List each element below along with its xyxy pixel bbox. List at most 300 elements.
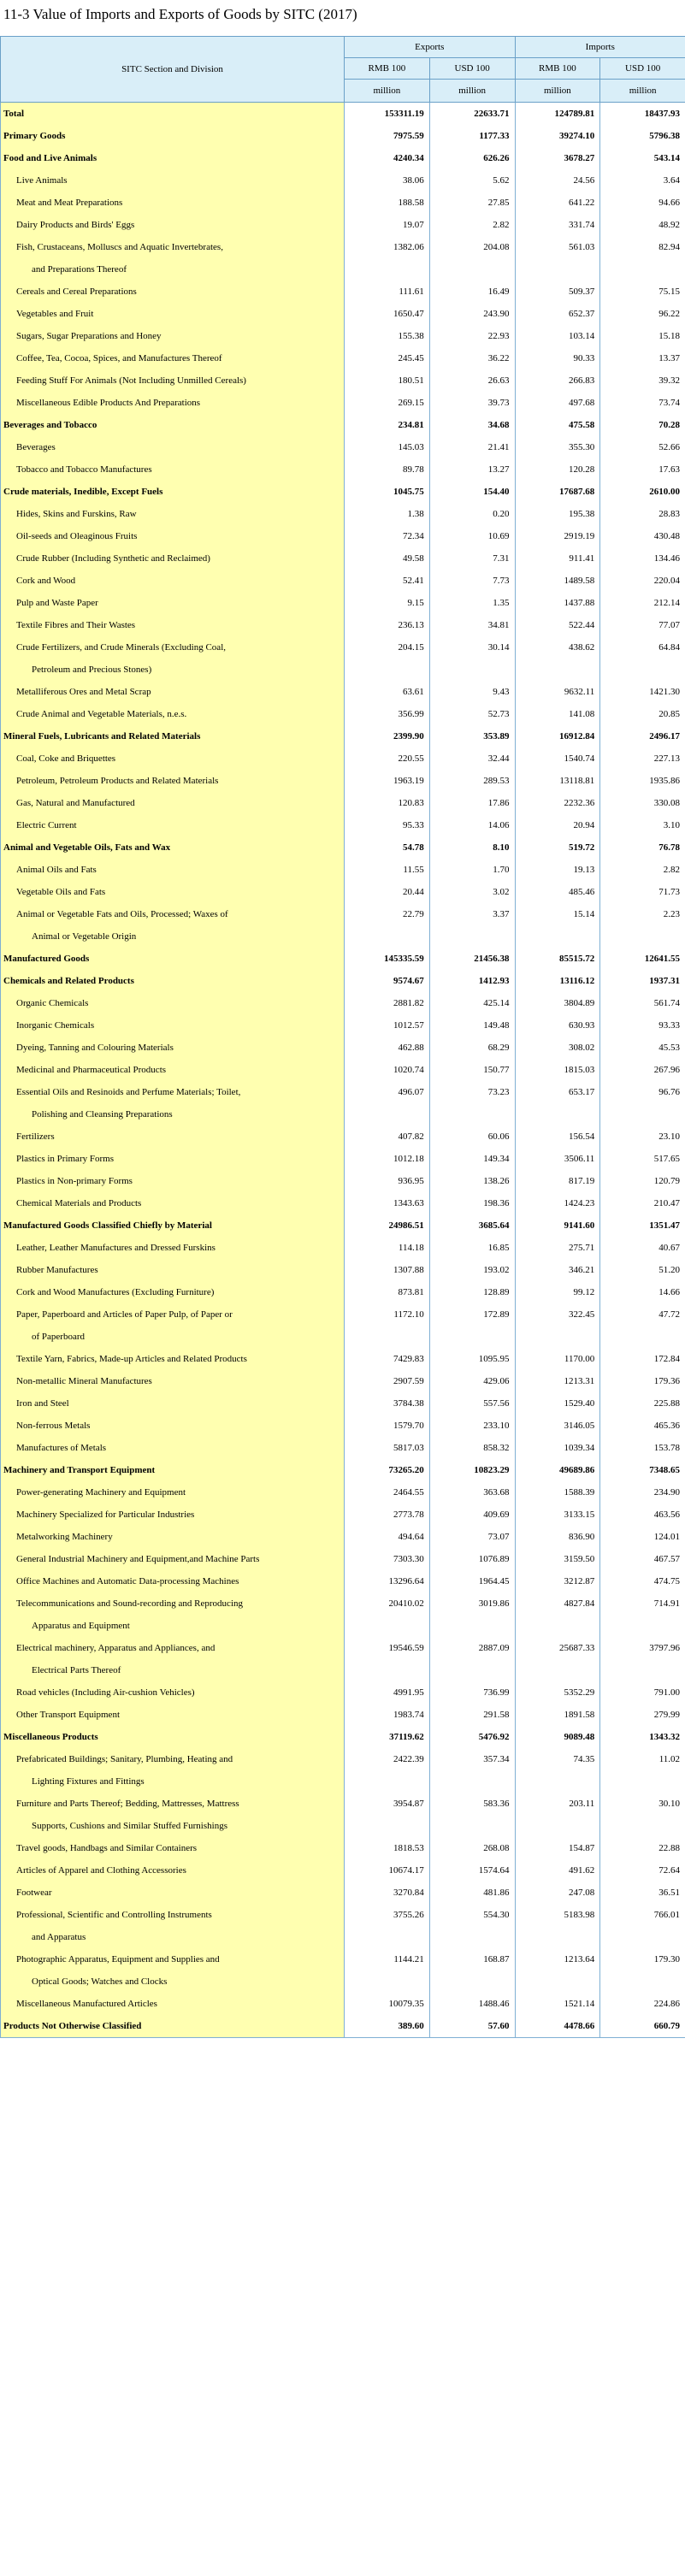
table-row (1, 614, 685, 636)
exports-rmb-value: 2907.59 (345, 1370, 430, 1392)
imports-rmb-value: 3804.89 (515, 992, 600, 1014)
row-label: Non-metallic Mineral Manufactures (1, 1370, 345, 1392)
imports-rmb-value: 9141.60 (515, 1214, 600, 1237)
exports-usd-value: 26.63 (429, 369, 515, 392)
row-label: Petroleum and Precious Stones) (1, 659, 345, 681)
exports-usd-value: 5476.92 (429, 1726, 515, 1748)
exports-rmb-value: 63.61 (345, 681, 430, 703)
imports-usd-value (600, 1770, 685, 1793)
exports-rmb-value: 4991.95 (345, 1681, 430, 1704)
imports-rmb-value: 641.22 (515, 192, 600, 214)
imports-usd-value: 45.53 (600, 1037, 685, 1059)
exports-usd-value: 16.49 (429, 281, 515, 303)
imports-usd-value: 2.82 (600, 859, 685, 881)
exports-usd-value: 30.14 (429, 636, 515, 659)
row-label: Beverages and Tobacco (1, 414, 345, 436)
imports-rmb-value (515, 925, 600, 948)
imports-rmb-value: 39274.10 (515, 125, 600, 147)
table-row (1, 1815, 685, 1837)
row-label: Prefabricated Buildings; Sanitary, Plumbing, Heating and (1, 1748, 345, 1770)
imports-usd-value: 3.10 (600, 814, 685, 836)
exports-usd-value: 16.85 (429, 1237, 515, 1259)
imports-rmb-value: 911.41 (515, 547, 600, 570)
exports-usd-value: 1964.45 (429, 1570, 515, 1592)
exports-usd-value (429, 1659, 515, 1681)
exports-usd-value: 14.06 (429, 814, 515, 836)
row-label: Photographic Apparatus, Equipment and Supplies and (1, 1948, 345, 1970)
exports-rmb-value: 269.15 (345, 392, 430, 414)
exports-usd-value: 10823.29 (429, 1459, 515, 1481)
exports-usd-value: 1177.33 (429, 125, 515, 147)
exports-usd-value (429, 1926, 515, 1948)
table-row (1, 792, 685, 814)
table-row (1, 1392, 685, 1415)
exports-usd-value: 10.69 (429, 525, 515, 547)
imports-rmb-value: 497.68 (515, 392, 600, 414)
table-body (1, 103, 685, 2038)
exports-rmb-value: 1650.47 (345, 303, 430, 325)
exports-rmb-value: 1012.18 (345, 1148, 430, 1170)
imports-usd-value: 52.66 (600, 436, 685, 458)
exports-rmb-value: 356.99 (345, 703, 430, 725)
exports-usd-value: 13.27 (429, 458, 515, 481)
table-row (1, 1059, 685, 1081)
exports-rmb-value: 52.41 (345, 570, 430, 592)
imports-rmb-value: 13118.81 (515, 770, 600, 792)
exports-usd-value: 172.89 (429, 1303, 515, 1326)
exports-usd-value: 233.10 (429, 1415, 515, 1437)
exports-usd-value: 243.90 (429, 303, 515, 325)
imports-usd-value: 20.85 (600, 703, 685, 725)
exports-rmb-value: 462.88 (345, 1037, 430, 1059)
row-label: Machinery Specialized for Particular Industries (1, 1504, 345, 1526)
table-row (1, 325, 685, 347)
row-label: Organic Chemicals (1, 992, 345, 1014)
exports-usd-value: 34.68 (429, 414, 515, 436)
imports-rmb-value: 1213.31 (515, 1370, 600, 1392)
imports-usd-value: 330.08 (600, 792, 685, 814)
exports-usd-value: 583.36 (429, 1793, 515, 1815)
imports-rmb-value: 90.33 (515, 347, 600, 369)
imports-usd-value (600, 925, 685, 948)
exports-usd-value: 34.81 (429, 614, 515, 636)
imports-usd-value: 2.23 (600, 903, 685, 925)
row-label: Primary Goods (1, 125, 345, 147)
exports-usd-value: 2887.09 (429, 1637, 515, 1659)
imports-rmb-value: 652.37 (515, 303, 600, 325)
imports-usd-value: 543.14 (600, 147, 685, 169)
imports-usd-value: 153.78 (600, 1437, 685, 1459)
exports-usd-value: 1.70 (429, 859, 515, 881)
table-row (1, 481, 685, 503)
imports-rmb-value: 1213.64 (515, 1948, 600, 1970)
row-label: Food and Live Animals (1, 147, 345, 169)
imports-rmb-value: 266.83 (515, 369, 600, 392)
exports-rmb-value: 9574.67 (345, 970, 430, 992)
table-row (1, 258, 685, 281)
imports-rmb-value: 836.90 (515, 1526, 600, 1548)
exports-usd-value: 0.20 (429, 503, 515, 525)
imports-usd-value: 463.56 (600, 1504, 685, 1526)
table-row (1, 1770, 685, 1793)
exports-rmb-value: 1818.53 (345, 1837, 430, 1859)
exports-usd-value: 357.34 (429, 1748, 515, 1770)
imports-rmb-value (515, 1615, 600, 1637)
exports-rmb-value: 37119.62 (345, 1726, 430, 1748)
table-row (1, 859, 685, 881)
row-label: Fish, Crustaceans, Molluscs and Aquatic Invertebrates, (1, 236, 345, 258)
exports-usd-value: 9.43 (429, 681, 515, 703)
table-row (1, 725, 685, 747)
exports-rmb-value: 111.61 (345, 281, 430, 303)
imports-usd-value: 279.99 (600, 1704, 685, 1726)
table-row (1, 392, 685, 414)
exports-rmb-value: 38.06 (345, 169, 430, 192)
exports-rmb-value: 54.78 (345, 836, 430, 859)
exports-usd-value: 150.77 (429, 1059, 515, 1081)
imports-usd-value: 73.74 (600, 392, 685, 414)
imports-rmb-value: 522.44 (515, 614, 600, 636)
imports-usd-value: 40.67 (600, 1237, 685, 1259)
exports-usd-value: 363.68 (429, 1481, 515, 1504)
imports-usd-value: 94.66 (600, 192, 685, 214)
exports-rmb-value: 2881.82 (345, 992, 430, 1014)
imports-usd-value: 48.92 (600, 214, 685, 236)
imports-usd-value: 70.28 (600, 414, 685, 436)
table-row (1, 503, 685, 525)
imports-rmb-value: 17687.68 (515, 481, 600, 503)
imports-rmb-value: 3146.05 (515, 1415, 600, 1437)
exports-usd-value (429, 1615, 515, 1637)
exports-rmb-value: 204.15 (345, 636, 430, 659)
exports-usd-value: 626.26 (429, 147, 515, 169)
imports-rmb-value: 438.62 (515, 636, 600, 659)
exports-rmb-value: 7429.83 (345, 1348, 430, 1370)
table-row (1, 1570, 685, 1592)
table-row (1, 1348, 685, 1370)
exports-usd-value: 5.62 (429, 169, 515, 192)
imports-rmb-value (515, 659, 600, 681)
exports-usd-value: 149.48 (429, 1014, 515, 1037)
row-label: Plastics in Primary Forms (1, 1148, 345, 1170)
imports-usd-value: 1421.30 (600, 681, 685, 703)
exports-rmb-value: 245.45 (345, 347, 430, 369)
exports-rmb-value: 1382.06 (345, 236, 430, 258)
row-label: Cork and Wood (1, 570, 345, 592)
exports-usd-header: USD 100 (429, 58, 515, 80)
exports-usd-value (429, 1815, 515, 1837)
imports-rmb-value: 124789.81 (515, 103, 600, 126)
row-label: Dairy Products and Birds' Eggs (1, 214, 345, 236)
imports-usd-value: 1935.86 (600, 770, 685, 792)
exports-rmb-value: 89.78 (345, 458, 430, 481)
exports-usd-value: 21.41 (429, 436, 515, 458)
row-label: Manufactures of Metals (1, 1437, 345, 1459)
imports-rmb-value: 509.37 (515, 281, 600, 303)
exports-rmb-value: 2422.39 (345, 1748, 430, 1770)
row-label: General Industrial Machinery and Equipment,and Machine Parts (1, 1548, 345, 1570)
table-row (1, 814, 685, 836)
row-label: Gas, Natural and Manufactured (1, 792, 345, 814)
table-row (1, 636, 685, 659)
imports-rmb-value: 1170.00 (515, 1348, 600, 1370)
row-label: Manufactured Goods (1, 948, 345, 970)
exports-rmb-value: 494.64 (345, 1526, 430, 1548)
imports-usd-value (600, 258, 685, 281)
table-row (1, 214, 685, 236)
table-row (1, 1437, 685, 1459)
imports-usd-value (600, 1815, 685, 1837)
imports-usd-value (600, 1615, 685, 1637)
table-row (1, 1370, 685, 1392)
exports-usd-value: 409.69 (429, 1504, 515, 1526)
exports-usd-value: 2.82 (429, 214, 515, 236)
imports-rmb-value: 1437.88 (515, 592, 600, 614)
exports-rmb-value: 72.34 (345, 525, 430, 547)
exports-rmb-value (345, 1970, 430, 1993)
imports-usd-value: 71.73 (600, 881, 685, 903)
imports-rmb-value: 3678.27 (515, 147, 600, 169)
exports-rmb-value (345, 1770, 430, 1793)
imports-usd-value: 224.86 (600, 1993, 685, 2015)
imports-rmb-value: 5352.29 (515, 1681, 600, 1704)
exports-usd-value: 154.40 (429, 481, 515, 503)
table-row (1, 1103, 685, 1126)
row-label: Tobacco and Tobacco Manufactures (1, 458, 345, 481)
table-row (1, 103, 685, 126)
exports-rmb-value: 1579.70 (345, 1415, 430, 1437)
imports-usd-value: 30.10 (600, 1793, 685, 1815)
imports-rmb-value: 2232.36 (515, 792, 600, 814)
imports-rmb-value: 1521.14 (515, 1993, 600, 2015)
imports-usd-header: USD 100 (600, 58, 685, 80)
exports-usd-value: 73.07 (429, 1526, 515, 1548)
exports-rmb-value: 1.38 (345, 503, 430, 525)
imports-rmb-value (515, 1659, 600, 1681)
row-label: Beverages (1, 436, 345, 458)
table-row (1, 547, 685, 570)
imports-rmb-value: 20.94 (515, 814, 600, 836)
row-label: Apparatus and Equipment (1, 1615, 345, 1637)
table-row (1, 2015, 685, 2038)
imports-usd-value: 791.00 (600, 1681, 685, 1704)
table-row (1, 1970, 685, 1993)
table-row (1, 992, 685, 1014)
imports-usd-value: 23.10 (600, 1126, 685, 1148)
row-label: Medicinal and Pharmaceutical Products (1, 1059, 345, 1081)
table-row (1, 1459, 685, 1481)
exports-usd-value: 3685.64 (429, 1214, 515, 1237)
row-label: Telecommunications and Sound-recording and Reproducing (1, 1592, 345, 1615)
table-row (1, 1637, 685, 1659)
row-label: Pulp and Waste Paper (1, 592, 345, 614)
exports-rmb-value: 95.33 (345, 814, 430, 836)
imports-rmb-value: 1540.74 (515, 747, 600, 770)
table-row (1, 1481, 685, 1504)
imports-rmb-value: 3159.50 (515, 1548, 600, 1570)
imports-usd-value: 210.47 (600, 1192, 685, 1214)
imports-usd-value: 36.51 (600, 1882, 685, 1904)
table-row (1, 458, 685, 481)
imports-rmb-value: 485.46 (515, 881, 600, 903)
table-row (1, 747, 685, 770)
imports-usd-value: 134.46 (600, 547, 685, 570)
table-row (1, 925, 685, 948)
imports-rmb-value (515, 1103, 600, 1126)
exports-usd-value: 7.73 (429, 570, 515, 592)
table-row (1, 1214, 685, 1237)
imports-rmb-value: 103.14 (515, 325, 600, 347)
imports-rmb-value: 141.08 (515, 703, 600, 725)
exports-usd-value: 289.53 (429, 770, 515, 792)
imports-usd-value (600, 1103, 685, 1126)
exports-rmb-value: 7303.30 (345, 1548, 430, 1570)
exports-usd-value: 736.99 (429, 1681, 515, 1704)
exports-rmb-header: RMB 100 (345, 58, 430, 80)
imports-usd-value: 234.90 (600, 1481, 685, 1504)
exports-rmb-value: 145335.59 (345, 948, 430, 970)
row-label: Electrical machinery, Apparatus and Appliances, and (1, 1637, 345, 1659)
row-label: Vegetable Oils and Fats (1, 881, 345, 903)
exports-rmb-value: 10674.17 (345, 1859, 430, 1882)
row-label: Inorganic Chemicals (1, 1014, 345, 1037)
imports-usd-value (600, 659, 685, 681)
imports-usd-value: 75.15 (600, 281, 685, 303)
imports-usd-value: 51.20 (600, 1259, 685, 1281)
row-label: Sugars, Sugar Preparations and Honey (1, 325, 345, 347)
imports-usd-value: 172.84 (600, 1348, 685, 1370)
imports-usd-value (600, 1326, 685, 1348)
row-label: Paper, Paperboard and Articles of Paper Pulp, of Paper or (1, 1303, 345, 1326)
imports-rmb-value (515, 258, 600, 281)
exports-rmb-value: 1343.63 (345, 1192, 430, 1214)
exports-usd-value: 353.89 (429, 725, 515, 747)
imports-usd-value: 96.22 (600, 303, 685, 325)
exports-rmb-value: 2399.90 (345, 725, 430, 747)
exports-usd-value (429, 1770, 515, 1793)
imports-rmb-value: 156.54 (515, 1126, 600, 1148)
table-row (1, 1659, 685, 1681)
table-row (1, 1237, 685, 1259)
table-row (1, 1259, 685, 1281)
exports-rmb-value (345, 1659, 430, 1681)
exports-rmb-value: 1983.74 (345, 1704, 430, 1726)
imports-rmb-value: 653.17 (515, 1081, 600, 1103)
imports-rmb-value: 13116.12 (515, 970, 600, 992)
row-label: of Paperboard (1, 1326, 345, 1348)
imports-rmb-value: 308.02 (515, 1037, 600, 1059)
imports-usd-value: 13.37 (600, 347, 685, 369)
imports-rmb-value: 1891.58 (515, 1704, 600, 1726)
imports-rmb-value (515, 1326, 600, 1348)
table-row (1, 1837, 685, 1859)
exports-rmb-value: 3270.84 (345, 1882, 430, 1904)
row-label: Crude Rubber (Including Synthetic and Reclaimed) (1, 547, 345, 570)
exports-rmb-value: 1012.57 (345, 1014, 430, 1037)
imports-usd-value: 96.76 (600, 1081, 685, 1103)
row-label: Animal Oils and Fats (1, 859, 345, 881)
exports-usd-value: 3.37 (429, 903, 515, 925)
row-label: Articles of Apparel and Clothing Accessories (1, 1859, 345, 1882)
exports-usd-value: 481.86 (429, 1882, 515, 1904)
exports-usd-unit: million (429, 80, 515, 103)
sitc-table (0, 36, 685, 2038)
table-row (1, 1037, 685, 1059)
table-row (1, 1592, 685, 1615)
row-label: Road vehicles (Including Air-cushion Vehicles) (1, 1681, 345, 1704)
exports-rmb-value: 7975.59 (345, 125, 430, 147)
table-row (1, 836, 685, 859)
exports-rmb-value: 2773.78 (345, 1504, 430, 1526)
exports-usd-value: 22.93 (429, 325, 515, 347)
table-row (1, 414, 685, 436)
exports-usd-value: 1412.93 (429, 970, 515, 992)
imports-rmb-value: 247.08 (515, 1882, 600, 1904)
imports-rmb-value: 1424.23 (515, 1192, 600, 1214)
imports-usd-value: 1937.31 (600, 970, 685, 992)
imports-rmb-header: RMB 100 (515, 58, 600, 80)
imports-rmb-value: 1489.58 (515, 570, 600, 592)
exports-usd-value: 39.73 (429, 392, 515, 414)
exports-rmb-value: 20410.02 (345, 1592, 430, 1615)
imports-usd-value: 660.79 (600, 2015, 685, 2038)
row-label: Footwear (1, 1882, 345, 1904)
imports-rmb-value: 4827.84 (515, 1592, 600, 1615)
exports-usd-value: 291.58 (429, 1704, 515, 1726)
imports-rmb-value: 49689.86 (515, 1459, 600, 1481)
exports-usd-value (429, 258, 515, 281)
imports-usd-value: 124.01 (600, 1526, 685, 1548)
table-row (1, 659, 685, 681)
row-label: Products Not Otherwise Classified (1, 2015, 345, 2038)
imports-rmb-value: 19.13 (515, 859, 600, 881)
row-label: Animal and Vegetable Oils, Fats and Wax (1, 836, 345, 859)
imports-rmb-value: 5183.98 (515, 1904, 600, 1926)
exports-rmb-value: 4240.34 (345, 147, 430, 169)
exports-usd-value: 204.08 (429, 236, 515, 258)
row-label: Mineral Fuels, Lubricants and Related Materials (1, 725, 345, 747)
table-row (1, 236, 685, 258)
table-row (1, 681, 685, 703)
table-row (1, 770, 685, 792)
imports-usd-value: 64.84 (600, 636, 685, 659)
imports-usd-value: 5796.38 (600, 125, 685, 147)
exports-rmb-value: 936.95 (345, 1170, 430, 1192)
imports-usd-value: 465.36 (600, 1415, 685, 1437)
row-label: Dyeing, Tanning and Colouring Materials (1, 1037, 345, 1059)
imports-rmb-value: 1815.03 (515, 1059, 600, 1081)
exports-usd-value: 1095.95 (429, 1348, 515, 1370)
exports-rmb-value: 496.07 (345, 1081, 430, 1103)
imports-usd-value: 467.57 (600, 1548, 685, 1570)
table-row (1, 1948, 685, 1970)
table-row (1, 1993, 685, 2015)
row-label: Office Machines and Automatic Data-processing Machines (1, 1570, 345, 1592)
imports-usd-value: 561.74 (600, 992, 685, 1014)
row-label: Iron and Steel (1, 1392, 345, 1415)
row-label: Textile Yarn, Fabrics, Made-up Articles and Related Products (1, 1348, 345, 1370)
exports-usd-value (429, 1103, 515, 1126)
row-label: Supports, Cushions and Similar Stuffed Furnishings (1, 1815, 345, 1837)
row-label: Machinery and Transport Equipment (1, 1459, 345, 1481)
exports-usd-value: 3019.86 (429, 1592, 515, 1615)
imports-rmb-value: 9089.48 (515, 1726, 600, 1748)
imports-usd-value: 3797.96 (600, 1637, 685, 1659)
exports-rmb-value: 5817.03 (345, 1437, 430, 1459)
row-label: Miscellaneous Products (1, 1726, 345, 1748)
imports-rmb-value: 561.03 (515, 236, 600, 258)
exports-rmb-value: 188.58 (345, 192, 430, 214)
